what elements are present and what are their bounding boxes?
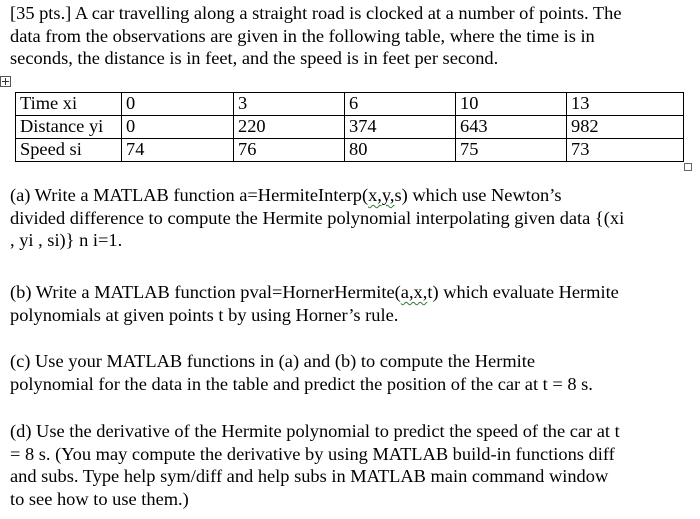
part-b-line-1-end: t) which evaluate Hermite — [427, 282, 619, 302]
part-b-args-spellcheck: a,x, — [400, 282, 428, 302]
table-cell: 74 — [122, 139, 234, 162]
table-cell: 76 — [234, 139, 345, 162]
part-b-line-1-start: (b) Write a MATLAB function pval=HornerHermite( — [10, 282, 401, 302]
intro-line-3: seconds, the distance is in feet, and the speed is in feet per second. — [10, 48, 499, 68]
part-d-line-4: to see how to use them.) — [10, 488, 189, 509]
row-label-time: Time xi — [16, 93, 122, 116]
part-a-line-1-start: (a) Write a MATLAB function a=HermiteInterp( — [10, 185, 369, 205]
table-row-speed — [16, 139, 684, 162]
table-cell: 0 — [122, 93, 234, 116]
table-cell: 374 — [345, 116, 456, 139]
table-cell: 220 — [234, 116, 345, 139]
part-d-line-1: (d) Use the derivative of the Hermite polynomial to predict the speed of the car at t — [10, 421, 620, 441]
part-a-line-1-end: s) which use Newton’s — [394, 185, 562, 205]
part-c-line-2: polynomial for the data in the table and predict the position of the car at t = 8 s. — [10, 373, 593, 394]
table-cell: 13 — [567, 93, 684, 116]
table-cell: 643 — [456, 116, 567, 139]
table-cell: 982 — [567, 116, 684, 139]
table-cell: 75 — [456, 139, 567, 162]
part-a-line-2: divided difference to compute the Hermite polynomial interpolating given data {(xi — [10, 207, 625, 228]
table-row-time — [16, 93, 684, 116]
part-a-line-3: , yi , si)} n i=1. — [10, 230, 123, 250]
part-d-line-2: = 8 s. (You may compute the derivative by using MATLAB build-in functions diff — [10, 443, 615, 464]
observation-table — [15, 92, 684, 162]
intro-line-1: [35 pts.] A car travelling along a straight road is clocked at a number of points. The — [10, 3, 622, 23]
table-cell: 10 — [456, 93, 567, 116]
part-c — [10, 350, 694, 395]
part-a — [10, 184, 694, 252]
table-row-distance — [16, 116, 684, 139]
part-b — [10, 281, 694, 326]
part-d-line-3: and subs. Type help sym/diff and help subs in MATLAB main command window — [10, 466, 609, 486]
table-cell: 73 — [567, 139, 684, 162]
table-move-handle-icon[interactable] — [0, 76, 11, 87]
table-resize-handle-icon[interactable] — [684, 163, 692, 171]
intro-line-2: data from the observations are given in the following table, where the time is in — [10, 25, 595, 46]
part-b-line-1 — [10, 281, 694, 304]
part-a-line-1 — [10, 184, 694, 207]
table-cell: 80 — [345, 139, 456, 162]
row-label-speed: Speed si — [16, 139, 122, 162]
part-c-line-1: (c) Use your MATLAB functions in (a) and (b) to compute the Hermite — [10, 351, 536, 371]
table-cell: 3 — [234, 93, 345, 116]
problem-intro — [10, 2, 694, 70]
table-cell: 6 — [345, 93, 456, 116]
part-d — [10, 420, 694, 510]
part-a-args-spellcheck: x,y, — [368, 185, 395, 205]
table-cell: 0 — [122, 116, 234, 139]
part-b-line-2: polynomials at given points t by using Horner’s rule. — [10, 304, 399, 325]
row-label-distance: Distance yi — [16, 116, 122, 139]
